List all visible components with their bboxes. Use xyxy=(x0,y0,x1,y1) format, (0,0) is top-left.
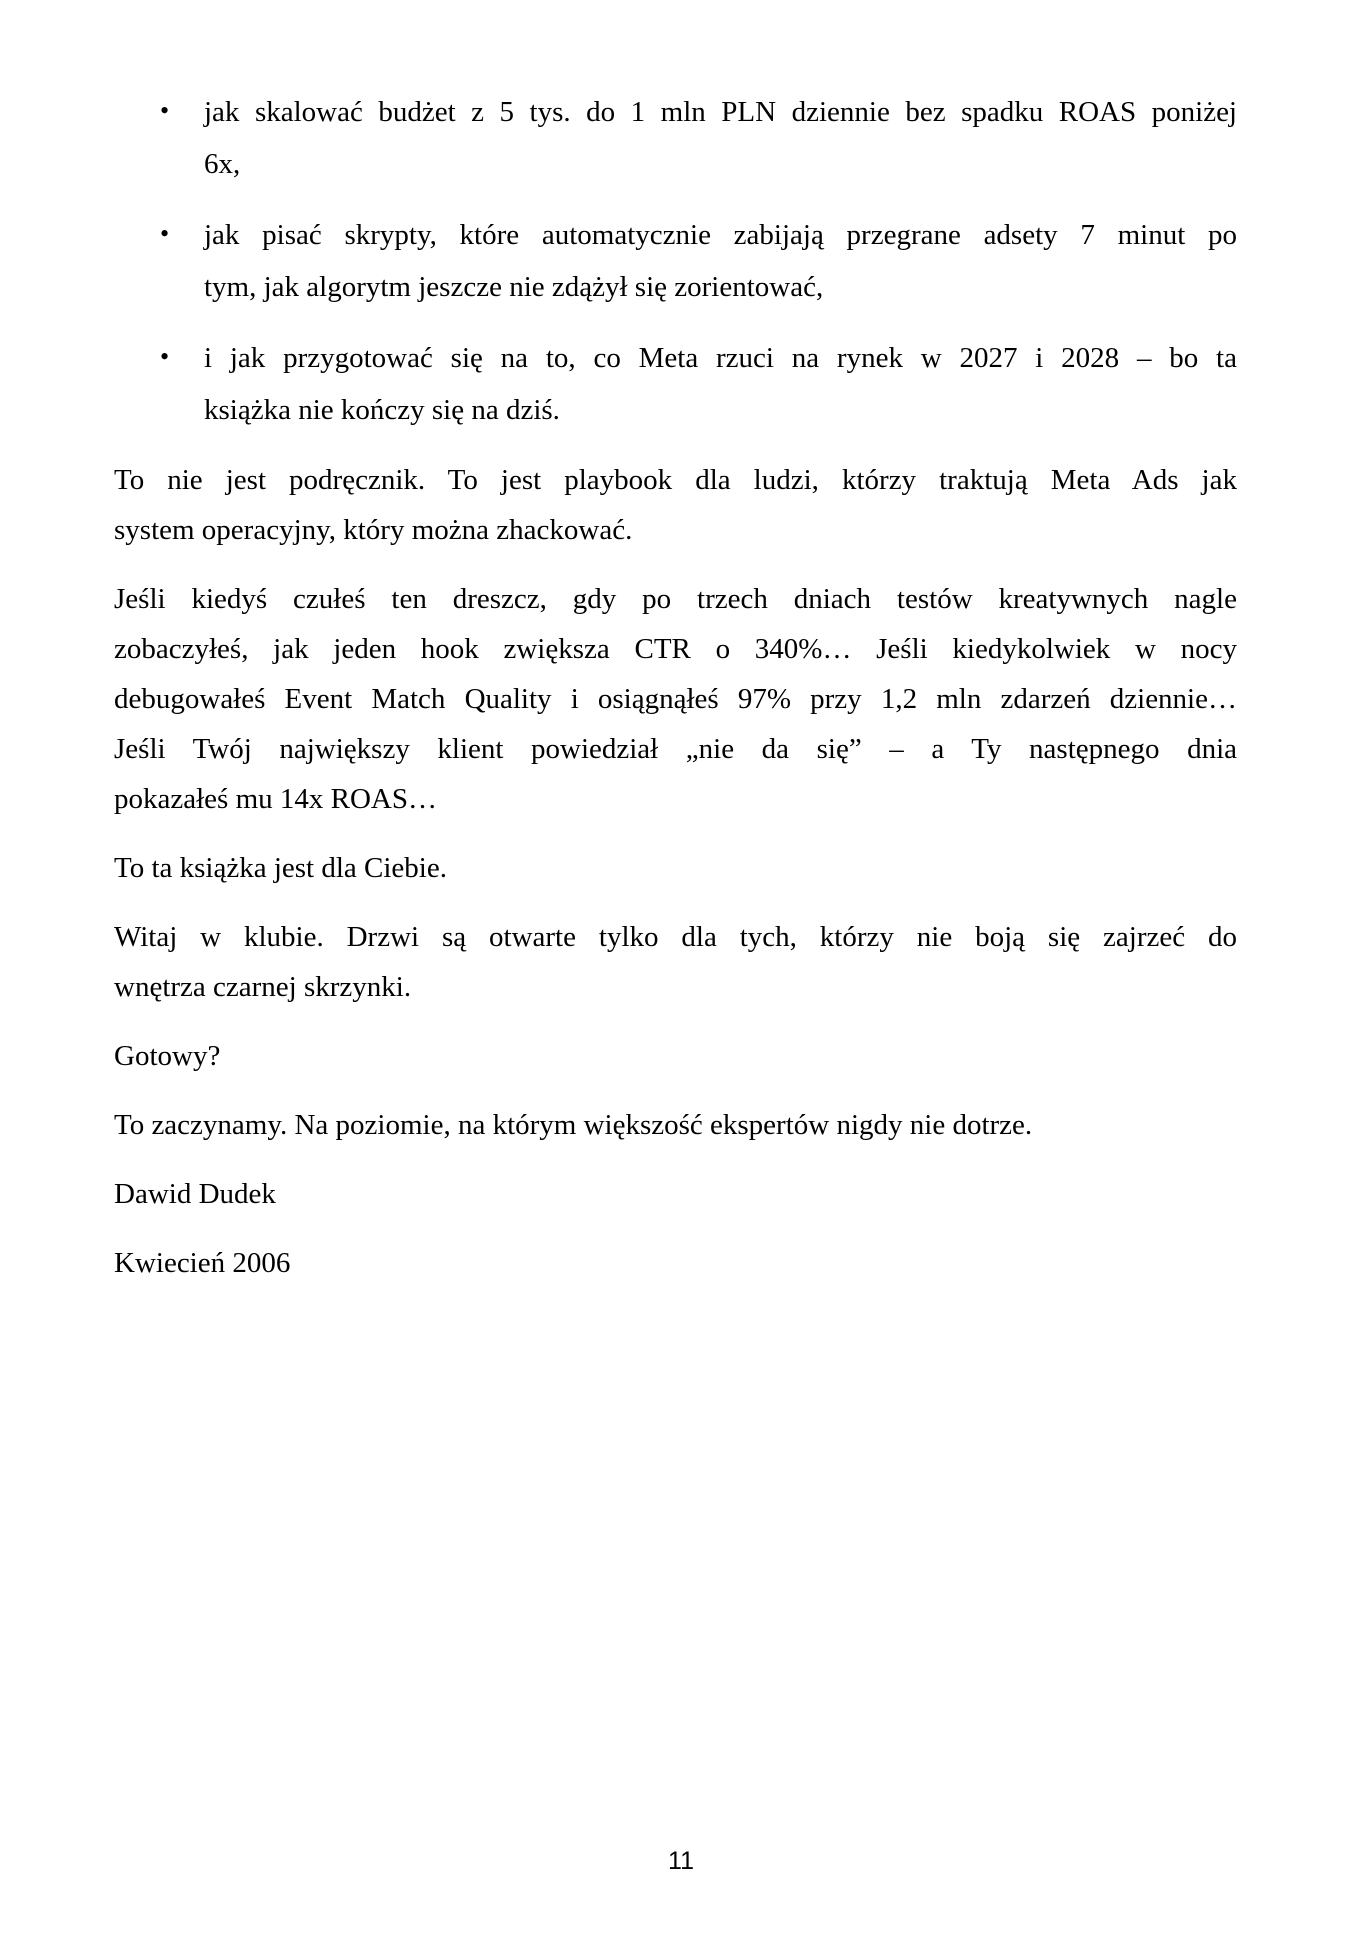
bullet-line: 6x, xyxy=(204,148,241,180)
bullet-icon: • xyxy=(160,342,170,371)
paragraph-line: debugowałeś Event Match Quality i osiągnąłeś 97% przy 1,2 mln zdarzeń dziennie… xyxy=(114,683,1237,715)
paragraph xyxy=(114,1100,1237,1150)
paragraph xyxy=(114,843,1237,893)
list-item xyxy=(114,86,1237,190)
paragraph-line: Gotowy? xyxy=(114,1040,221,1072)
paragraph-line: pokazałeś mu 14x ROAS… xyxy=(114,783,437,815)
paragraph-line: zobaczyłeś, jak jeden hook zwiększa CTR o 340%… Jeśli kiedykolwiek w nocy xyxy=(114,633,1237,665)
bullet-list xyxy=(114,86,1237,436)
paragraph xyxy=(114,574,1237,824)
paragraph-line: Witaj w klubie. Drzwi są otwarte tylko dla tych, którzy nie boją się zajrzeć do xyxy=(114,921,1237,953)
paragraph xyxy=(114,1238,1237,1288)
paragraph xyxy=(114,1031,1237,1081)
bullet-icon: • xyxy=(160,96,170,125)
paragraph xyxy=(114,912,1237,1012)
paragraph-line: Jeśli Twój największy klient powiedział „nie da się” – a Ty następnego dnia xyxy=(114,733,1237,765)
paragraph-line: wnętrza czarnej skrzynki. xyxy=(114,971,412,1003)
list-item xyxy=(114,209,1237,313)
bullet-line: tym, jak algorytm jeszcze nie zdążył się zorientować, xyxy=(204,271,824,303)
page-number: 11 xyxy=(668,1847,694,1875)
paragraph-line: To ta książka jest dla Ciebie. xyxy=(114,852,447,884)
paragraph xyxy=(114,455,1237,555)
bullet-line: jak pisać skrypty, które automatycznie zabijają przegrane adsety 7 minut po xyxy=(204,219,1237,251)
bullet-line: jak skalować budżet z 5 tys. do 1 mln PLN dziennie bez spadku ROAS poniżej xyxy=(204,96,1237,128)
bullet-icon: • xyxy=(160,219,170,248)
paragraph-line: system operacyjny, który można zhackować. xyxy=(114,514,633,546)
paragraph-line: Kwiecień 2006 xyxy=(114,1247,291,1279)
paragraph-line: To zaczynamy. Na poziomie, na którym większość ekspertów nigdy nie dotrze. xyxy=(114,1109,1033,1141)
page-content xyxy=(114,86,1237,1307)
paragraph-line: To nie jest podręcznik. To jest playbook dla ludzi, którzy traktują Meta Ads jak xyxy=(114,464,1237,496)
bullet-line: książka nie kończy się na dziś. xyxy=(204,394,560,426)
paragraph xyxy=(114,1169,1237,1219)
bullet-line: i jak przygotować się na to, co Meta rzuci na rynek w 2027 i 2028 – bo ta xyxy=(204,342,1237,374)
paragraph-line: Jeśli kiedyś czułeś ten dreszcz, gdy po trzech dniach testów kreatywnych nagle xyxy=(114,583,1237,615)
list-item xyxy=(114,332,1237,436)
paragraph-line: Dawid Dudek xyxy=(114,1178,276,1210)
